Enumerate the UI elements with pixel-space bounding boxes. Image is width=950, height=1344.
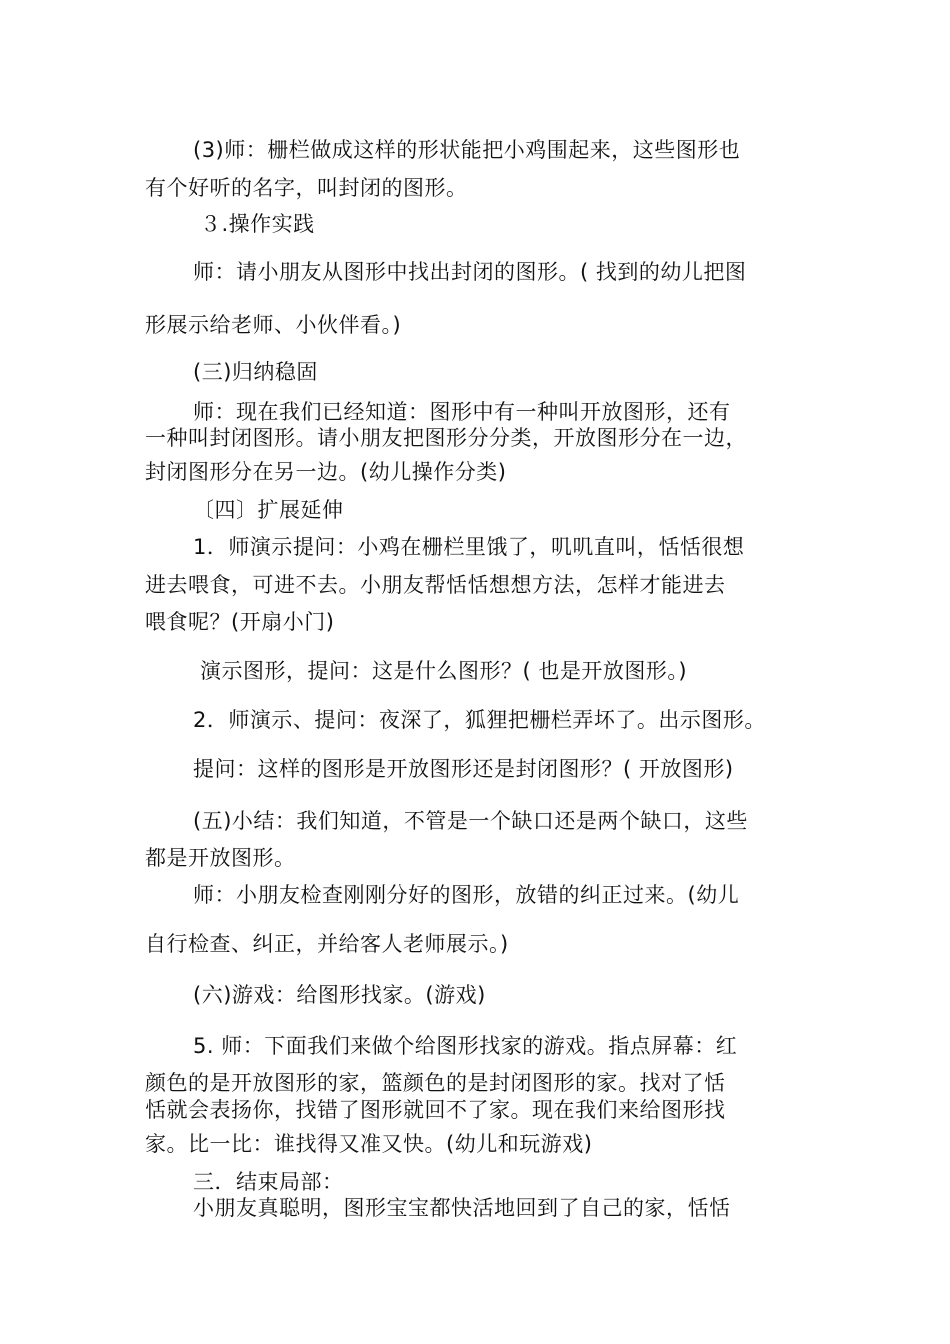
- text-line: 恬就会表扬你，找错了图形就回不了家。现在我们来给图形找: [145, 1098, 726, 1122]
- text-line: 有个好听的名字，叫封闭的图形。: [145, 176, 468, 200]
- section-heading: (六)游戏：给图形找家。(游戏): [193, 983, 486, 1007]
- text-line: 家。比一比：谁找得又准又快。(幼儿和玩游戏): [145, 1132, 593, 1156]
- text-line: 形展示给老师、小伙伴看。): [145, 313, 402, 337]
- text-line: 提问：这样的图形是开放图形还是封闭图形？( 开放图形): [193, 757, 734, 781]
- text-line: 喂食呢？(开扇小门): [145, 610, 335, 634]
- text-line: 小朋友真聪明，图形宝宝都快活地回到了自己的家，恬恬: [193, 1196, 731, 1220]
- text-line: 自行检查、纠正，并给客人老师展示。): [145, 932, 509, 956]
- text-line: 师：小朋友检查刚刚分好的图形，放错的纠正过来。(幼儿: [193, 883, 740, 907]
- section-heading: (五)小结：我们知道，不管是一个缺口还是两个缺口，这些: [193, 809, 748, 833]
- text-line: 进去喂食，可进不去。小朋友帮恬恬想想方法，怎样才能进去: [145, 573, 726, 597]
- text-line: 师：现在我们已经知道：图形中有一种叫开放图形，还有: [193, 400, 731, 424]
- text-line: ３.操作实践: [200, 212, 315, 236]
- text-line: 一种叫封闭图形。请小朋友把图形分分类，开放图形分在一边，: [145, 426, 747, 450]
- section-heading: 三．结束局部：: [193, 1170, 344, 1194]
- text-line: 颜色的是开放图形的家，篮颜色的是封闭图形的家。找对了恬: [145, 1071, 726, 1095]
- text-line: 5. 师：下面我们来做个给图形找家的游戏。指点屏幕：红: [193, 1034, 738, 1058]
- text-line: 师：请小朋友从图形中找出封闭的图形。( 找到的幼儿把图: [193, 260, 747, 284]
- text-line: (3)师：栅栏做成这样的形状能把小鸡围起来，这些图形也: [193, 138, 741, 162]
- text-line: 都是开放图形。: [145, 846, 296, 870]
- section-heading: (三)归纳稳固: [193, 360, 318, 384]
- text-line: 2．师演示、提问：夜深了，狐狸把栅栏弄坏了。出示图形。: [193, 708, 766, 732]
- text-line: 1．师演示提问：小鸡在栅栏里饿了，叽叽直叫，恬恬很想: [193, 535, 745, 559]
- section-heading: 〔四〕扩展延伸: [193, 498, 344, 522]
- text-line: 演示图形，提问：这是什么图形？( 也是开放图形。): [200, 659, 688, 683]
- text-line: 封闭图形分在另一边。(幼儿操作分类): [145, 460, 507, 484]
